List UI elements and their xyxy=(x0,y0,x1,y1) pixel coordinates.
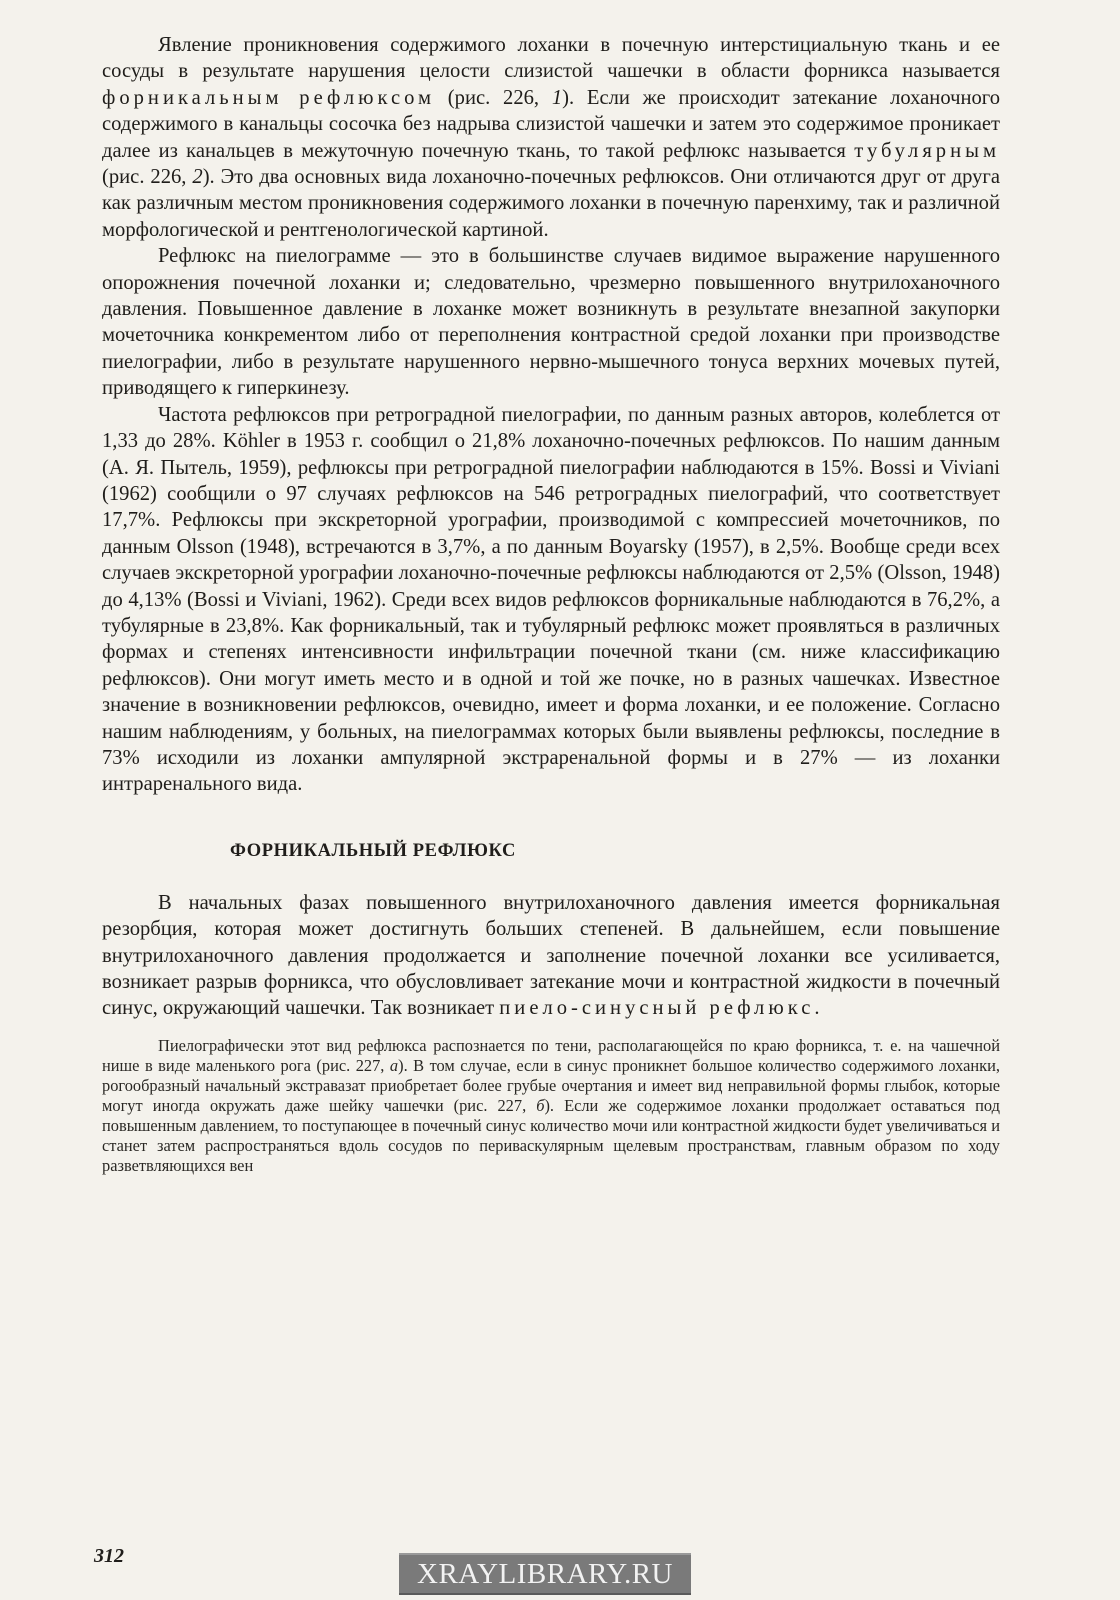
small-print-paragraph xyxy=(102,1036,1000,1177)
section-heading: ФОРНИКАЛЬНЫЙ РЕФЛЮКС xyxy=(230,840,517,861)
text-run: (рис. 226, xyxy=(102,166,193,189)
term-pyelosinus-reflux: пиело-синусный рефлюкс xyxy=(499,997,815,1020)
page-content xyxy=(102,32,1000,1176)
paragraph-1 xyxy=(102,32,1000,243)
text-run: В начальных фазах повышенного внутрилоханочного давления имеется форникальная резорбция, которая может достигнуть больших степеней. В дальнейшем, если повышение внутрилоханочного давления продолжается и заполнение почечной лоханки все усиливается, возникает разрыв форникса, что обусловливает затекание мочи и контрастной жидкости в почечный синус, окружающий чашечки. Так возникает xyxy=(102,891,1000,1020)
watermark: XRAYLIBRARY.RU xyxy=(399,1553,691,1595)
term-fornical-reflux: форникальным рефлюксом xyxy=(102,86,436,109)
paragraph-4 xyxy=(102,890,1000,1022)
figure-ref: б xyxy=(536,1096,545,1116)
text-run: . xyxy=(814,997,820,1020)
text-run: Явление проникновения содержимого лоханки в почечную интерстициальную ткань и ее сосуды в результате нарушения целости слизистой чашечки в области форникса называется xyxy=(102,34,1000,83)
figure-ref: а xyxy=(389,1055,399,1075)
text-run: (рис. 226, xyxy=(435,86,552,109)
figure-ref: 1 xyxy=(551,86,563,109)
paragraph-3: Частота рефлюксов при ретроградной пиелографии, по данным разных авторов, колеблется от 1,33 до 28%. Köhler в 1953 г. сообщил о 21,8% лоханочно-почечных рефлюксов. По нашим данным (А. Я. Пытель, 1959), рефлюксы при ретроградной пиелографии наблюдаются в 15%. Bossi и Viviani (1962) сообщили о 97 случаях рефлюксов на 546 ретроградных пиелографий, что соответствует 17,7%. Рефлюксы при экскреторной урографии, производимой с компрессией мочеточников, по данным Olsson (1948), встречаются в 3,7%, а по данным Boyarsky (1957), в 2,5%. Вообще среди всех случаев экскреторной урографии лоханочно-почечные рефлюксы наблюдаются от 2,5% (Olsson, 1948) до 4,13% (Bossi и Viviani, 1962). Среди всех видов рефлюксов форникальные наблюдаются в 76,2%, а тубулярные в 23,8%. Как форникальный, так и тубулярный рефлюкс может проявляться в различных формах и степенях интенсивности инфильтрации почечной ткани (см. ниже классификацию рефлюксов). Они могут иметь место и в одной и той же почке, но в разных чашечках. Известное значение в возникновении рефлюксов, очевидно, имеет и форма лоханки, и ее положение. Согласно нашим наблюдениям, у больных, на пиелограммах которых были выявлены рефлюксы, последние в 73% исходили из лоханки ампулярной экстраренальной формы и в 27% — из лоханки интраренального вида. xyxy=(102,403,1000,796)
page-number: 312 xyxy=(94,1545,124,1567)
paragraph-2: Рефлюкс на пиелограмме — это в большинстве случаев видимое выражение нарушенного опорожнения почечной лоханки и; следовательно, чрезмерно повышенного внутрилоханочного давления. Повышенное давление в лоханке может возникнуть в результате внезапной закупорки мочеточника конкрементом либо от переполнения контрастной средой лоханки при производстве пиелографии, либо в результате нарушенного нервно-мышечного тонуса верхних мочевых путей, приводящего к гиперкинезу. xyxy=(102,245,1000,400)
text-run: Пиелографически этот вид рефлюкса распознается по тени, располагающейся по краю форникса, т. е. на чашечной нише в виде маленького рога (рис. 227, xyxy=(102,1035,1000,1075)
text-run: ). Если же содержимое лоханки продолжает оставаться под повышенным давлением, то поступающее в почечный синус количество мочи или контрастной жидкости будет увеличиваться и станет затем распространяться вдоль сосудов по периваскулярным щелевым пространствам, главным образом по ходу разветвляющихся вен xyxy=(102,1096,1000,1176)
text-run: ). Это два основных вида лоханочно-почечных рефлюксов. Они отличаются друг от друга как различным местом проникновения содержимого лоханки в почечную паренхиму, так и различной морфологической и рентгенологической картиной. xyxy=(102,166,1000,241)
text-run: ). В том случае, если в синус проникнет большое количество содержимого лоханки, рогообразный начальный экстравазат приобретает более грубые очертания и имеет вид неправильной формы глыбок, которые могут иногда окружать даже шейку чашечки (рис. 227, xyxy=(102,1055,1000,1116)
term-tubular: тубулярным xyxy=(854,139,1000,162)
figure-ref: 2 xyxy=(192,166,203,189)
text-run: ). Если же происходит затекание лоханочного содержимого в канальцы сосочка без надрыва слизистой чашечки и затем это содержимое проникает далее из канальцев в межуточную почечную ткань, то такой рефлюкс называется xyxy=(102,86,1001,162)
